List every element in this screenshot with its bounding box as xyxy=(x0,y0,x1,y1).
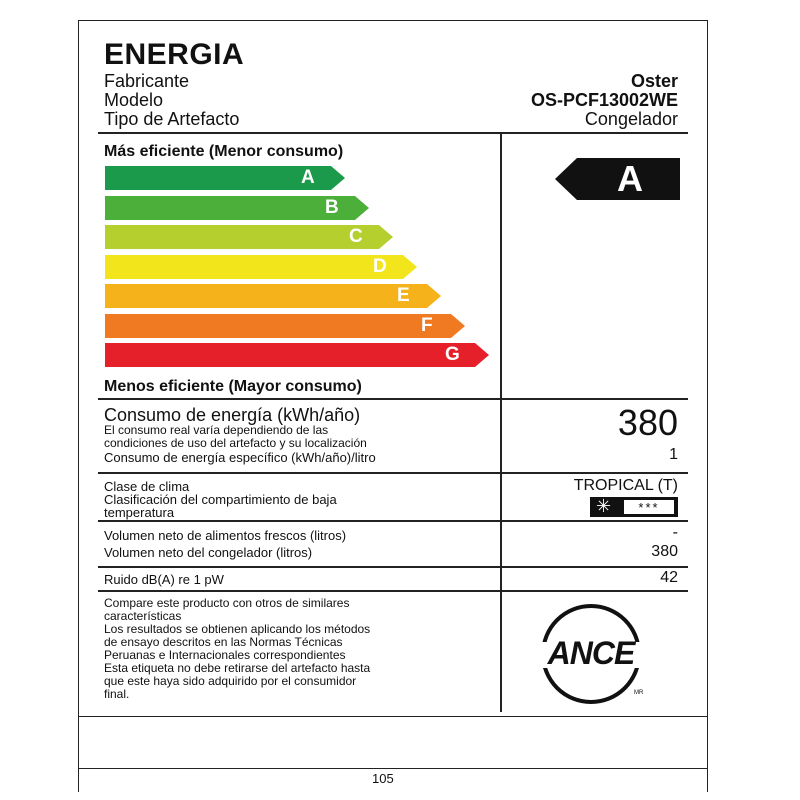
efficiency-bar-d xyxy=(105,255,417,279)
dimension-value: 105 xyxy=(372,771,394,786)
footer-line: Peruanas e Internacionales correspondientes xyxy=(104,648,346,662)
column-divider xyxy=(500,132,502,712)
climate-value: TROPICAL (T) xyxy=(573,477,678,494)
header-divider xyxy=(98,132,688,134)
rating-letter: A xyxy=(617,158,643,199)
section-divider-1 xyxy=(98,398,688,400)
consumption-note-1: El consumo real varía dependiendo de las xyxy=(104,423,329,437)
appliance-type-value: Congelador xyxy=(584,109,678,129)
footer-line: características xyxy=(104,609,182,623)
fresh-volume-label: Volumen neto de alimentos frescos (litros) xyxy=(104,528,347,543)
specific-consumption-label: Consumo de energía específico (kWh/año)/litro xyxy=(104,450,376,465)
efficiency-top-label: Más eficiente (Menor consumo) xyxy=(104,143,344,160)
footer-line: Esta etiqueta no debe retirarse del artefacto hasta xyxy=(104,661,371,675)
ance-logo-mark: MR xyxy=(634,690,644,696)
efficiency-bar-letter: A xyxy=(301,167,315,188)
section-divider-3 xyxy=(98,520,688,522)
snowflake-icon: ✳ xyxy=(596,496,612,516)
consumption-value: 380 xyxy=(617,402,678,443)
fresh-volume-value: - xyxy=(672,524,678,541)
dimension-tick-left xyxy=(78,717,79,792)
dimension-tick-right xyxy=(707,717,708,792)
section-divider-4 xyxy=(98,566,688,568)
footer-line: de ensayo descritos en las Normas Técnicas xyxy=(104,635,343,649)
efficiency-bar-letter: D xyxy=(373,255,387,277)
footer-line: que este haya sido adquirido por el consumidor xyxy=(104,674,357,688)
efficiency-bar-f xyxy=(105,314,465,338)
efficiency-bar-letter: C xyxy=(349,226,363,247)
climate-label: Clase de clima xyxy=(104,479,190,494)
low-temp-label-1: Clasificación del compartimiento de baja xyxy=(104,492,337,507)
ance-logo-text: ANCE xyxy=(547,635,635,671)
section-divider-2 xyxy=(98,472,688,474)
manufacturer-value: Oster xyxy=(630,71,678,91)
noise-label: Ruido dB(A) re 1 pW xyxy=(104,572,224,587)
efficiency-bottom-label: Menos eficiente (Mayor consumo) xyxy=(104,378,362,395)
efficiency-bar-letter: B xyxy=(325,196,339,218)
specific-consumption-value: 1 xyxy=(669,446,678,463)
appliance-type-label: Tipo de Artefacto xyxy=(104,109,240,129)
section-divider-5 xyxy=(98,590,688,592)
dimension-line xyxy=(78,768,708,769)
model-label: Modelo xyxy=(104,90,164,110)
noise-value: 42 xyxy=(660,569,678,586)
footer-notes xyxy=(104,597,496,701)
efficiency-bar-e xyxy=(105,284,441,308)
consumption-title: Consumo de energía (kWh/año) xyxy=(104,405,361,425)
efficiency-bar-letter: E xyxy=(397,285,410,306)
freezer-volume-label: Volumen neto del congelador (litros) xyxy=(104,545,313,560)
manufacturer-label: Fabricante xyxy=(104,71,190,91)
efficiency-bar-g xyxy=(105,343,489,367)
footer-line: Los resultados se obtienen aplicando los métodos xyxy=(104,622,371,636)
label-title: ENERGIA xyxy=(104,38,245,71)
footer-line: final. xyxy=(104,687,130,701)
freezer-volume-value: 380 xyxy=(651,543,678,560)
footer-line: Compare este producto con otros de similares xyxy=(104,596,350,610)
consumption-note-2: condiciones de uso del artefacto y su localización xyxy=(104,436,367,450)
efficiency-bar-letter: F xyxy=(421,314,433,336)
model-value: OS-PCF13002WE xyxy=(530,90,678,110)
star-rating-badge xyxy=(590,497,678,517)
freezer-stars: *** xyxy=(624,500,674,514)
low-temp-label-2: temperatura xyxy=(104,505,175,520)
efficiency-bar-letter: G xyxy=(445,344,460,365)
ance-logo xyxy=(536,602,646,712)
